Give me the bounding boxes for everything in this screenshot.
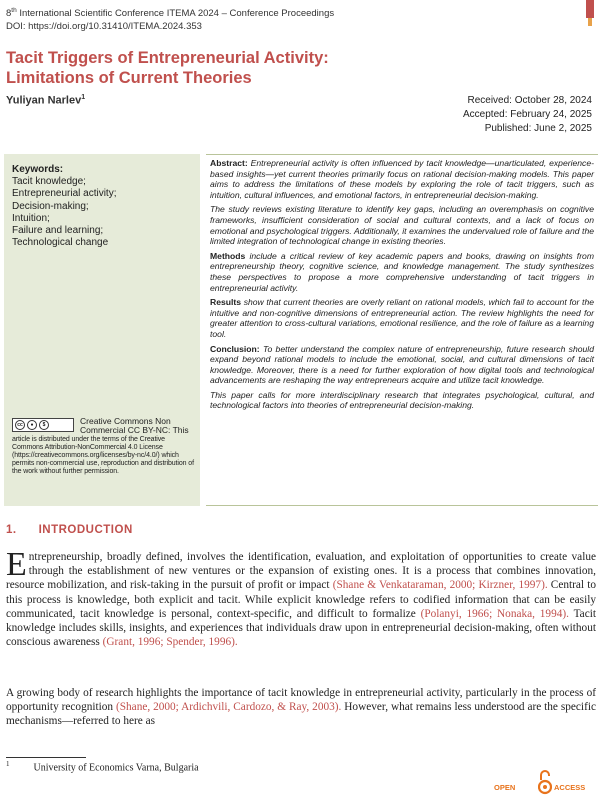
abstract-text: Entrepreneurial activity is often influenced by tacit knowledge—unarticulated, experience-based insights—yet current theories primarily focus on rational decision-making models. This paper aims to address the limitations of these models by exploring the role of tacit triggers, such as intuition, cultural influences, and emotional factors, in entrepreneurial decision-making. xyxy=(210,158,594,200)
publication-dates xyxy=(392,94,592,136)
footnote-mark: 1 xyxy=(6,760,10,768)
open-access-lock-icon xyxy=(538,768,552,796)
keyword-item: Intuition; xyxy=(12,212,50,224)
author xyxy=(6,94,85,107)
cc-license-badge[interactable] xyxy=(12,418,74,432)
citation-link[interactable]: (Grant, 1996; Spender, 1996). xyxy=(102,636,238,649)
abstract-box xyxy=(206,154,598,506)
conference-name: International Scientific Conference ITEMA 2024 – Conference Proceedings xyxy=(16,8,335,20)
abstract-paragraph-2: The study reviews existing literature to identify key gaps, including an overemphasis on cognitive frameworks, insufficient consideration of social and cultural contexts, and a lack of focus on emotional and psychological triggers. Additionally, it examines the undervalued role of failure and the limited integration of technological change in existing theories. xyxy=(210,204,594,247)
received-date: Received: October 28, 2024 xyxy=(467,95,592,106)
methods-text: include a critical review of key academic papers and books, drawing on insights from entrepreneurship theory, cognitive science, and knowledge management. The study synthesizes these perspectives to propose a more comprehensive understanding of tacit triggers in entrepreneurial activity. xyxy=(210,250,594,293)
license-text: article is distributed under the terms of the Creative Commons Attribution-NonCommercial 4.0 License (https://creativecommons.org/licenses/by-nc/4.0/) which permits non-commercial use, reproduction and distribution of the work without further permission. xyxy=(12,436,194,476)
body-text: ntrepreneurship, broadly defined, involves the identification, evaluation, and exploitation of opportunities to create value through the establishment of new ventures or the expansion of existing ones. It is a process that combines innovation, resource mobilization, and risk-taking in the pursuit of profit or impact xyxy=(6,551,596,592)
keyword-item: Decision-making; xyxy=(12,200,89,212)
section-title: INTRODUCTION xyxy=(38,524,133,536)
brand-bar-icon xyxy=(582,0,598,26)
paper-title-line2: Limitations of Current Theories xyxy=(6,69,252,87)
footnote-divider xyxy=(6,757,86,758)
keyword-item: Technological change xyxy=(12,237,109,249)
methods-label: Methods xyxy=(210,250,246,261)
abstract-label: Abstract: xyxy=(210,158,248,168)
results-text: show that current theories are overly reliant on rational models, which fail to account for the intuitive and non-cognitive dimensions of entrepreneurial action. The review highlights the need for greater attention to cross-cultural variations, emotional resilience, and the role of failure as a learning tool. xyxy=(210,297,594,339)
cc-license-title: Creative Commons Non Commercial CC BY-NC: This xyxy=(80,416,189,436)
open-access-logo xyxy=(494,768,594,796)
results-paragraph xyxy=(210,297,594,339)
conference-ordinal: 8 xyxy=(6,8,12,20)
conference-header xyxy=(6,4,334,33)
conclusion-text: To better understand the complex nature of entrepreneurship, future research should expand beyond rational models to include the emotional, social, and cultural dimensions of tacit knowledge. Moreover, there is a need for further exploration of how digital tools and technological advancements are reshaping the way entrepreneurs acquire and utilize tacit knowledge. xyxy=(210,343,594,386)
intro-paragraph-1 xyxy=(6,546,596,649)
keywords-heading: Keywords: xyxy=(12,164,64,175)
keywords-sidebar xyxy=(4,154,200,506)
body-text: Tacit knowledge includes skills, insights, and experiences that individuals draw upon in entrepreneurial decision-making, often without conscious awareness xyxy=(6,607,596,649)
abstract-final-paragraph: This paper calls for more interdisciplinary research that integrates psychological, cultural, and technological factors into theories of entrepreneurial decision-making. xyxy=(210,389,594,411)
open-access-word-access: ACCESS xyxy=(554,783,586,792)
keywords-list xyxy=(12,176,117,250)
published-date: Published: June 2, 2025 xyxy=(484,123,592,134)
conclusion-label: Conclusion: xyxy=(210,343,260,354)
conference-line xyxy=(6,4,334,20)
doi-link[interactable]: DOI: https://doi.org/10.31410/ITEMA.2024.353 xyxy=(6,21,202,33)
methods-paragraph xyxy=(210,251,594,293)
keyword-item: Failure and learning; xyxy=(12,225,104,237)
footnote-text: University of Economics Varna, Bulgaria xyxy=(33,762,199,774)
section-number: 1. xyxy=(6,524,17,536)
conference-ordinal-suffix: th xyxy=(11,7,17,14)
body-text: However, what remains less understood are the specific mechanisms—referred to here as xyxy=(6,701,596,728)
body-text: Central to this process is knowledge, both explicit and tacit. While explicit knowledge refers to codified information that can be easily communicated, tacit knowledge is personal, context-specific, and difficult to formalize xyxy=(6,579,596,620)
body-text: A growing body of research highlights the importance of tacit knowledge in entrepreneurial activity, particularly in the process of opportunity recognition xyxy=(6,687,596,714)
drop-cap: E xyxy=(6,546,27,583)
paper-title xyxy=(6,48,446,88)
noncommercial-icon: $ xyxy=(39,420,49,430)
accepted-date: Accepted: February 24, 2025 xyxy=(463,109,592,120)
attribution-icon: ● xyxy=(27,420,37,430)
author-affiliation-mark: 1 xyxy=(81,94,86,101)
intro-paragraph-2 xyxy=(6,686,596,729)
keyword-item: Entrepreneurial activity; xyxy=(12,188,117,200)
results-label: Results xyxy=(210,297,242,308)
section-heading xyxy=(6,524,133,536)
abstract-paragraph xyxy=(210,158,594,200)
keyword-item: Tacit knowledge; xyxy=(12,176,86,187)
citation-link[interactable]: (Polanyi, 1966; Nonaka, 1994). xyxy=(420,607,569,620)
conclusion-paragraph xyxy=(210,344,594,386)
paper-title-line1: Tacit Triggers of Entrepreneurial Activity: xyxy=(6,49,329,67)
citation-link[interactable]: (Shane & Venkataraman, 2000; Kirzner, 1997). xyxy=(332,579,548,592)
open-access-word-open: OPEN xyxy=(494,783,516,792)
author-name: Yuliyan Narlev xyxy=(6,94,82,107)
citation-link[interactable]: (Shane, 2000; Ardichvili, Cardozo, & Ray, 2003). xyxy=(115,701,342,714)
cc-icon: cc xyxy=(15,420,25,430)
footnote xyxy=(6,760,199,773)
